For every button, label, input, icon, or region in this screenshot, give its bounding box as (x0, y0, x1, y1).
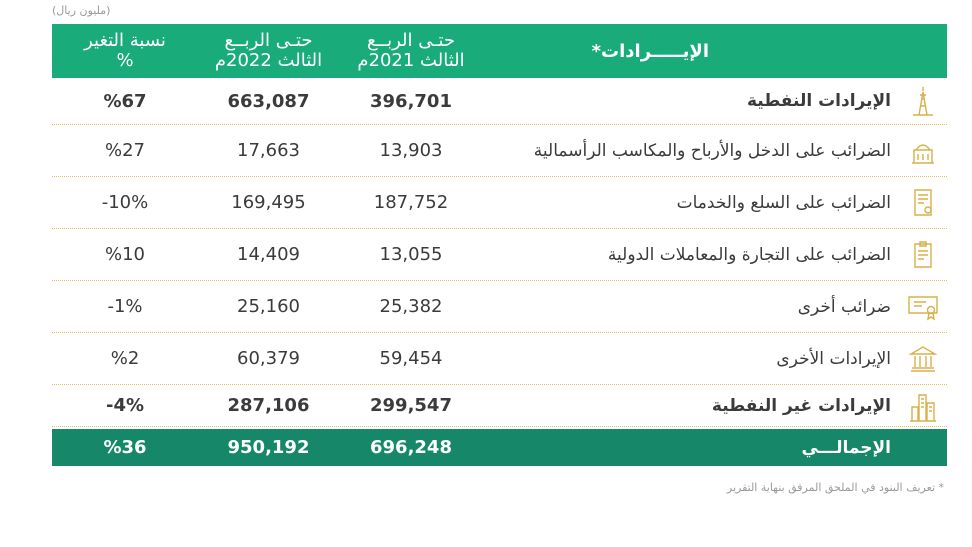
value-pct: %2 (110, 348, 140, 369)
value-pct: -1% (107, 296, 143, 317)
header-icon-spacer (899, 24, 947, 78)
row-label: الإيرادات الأخرى (776, 348, 891, 369)
bank-icon (899, 333, 947, 384)
document-icon (899, 177, 947, 228)
total-2022: 950,192 (227, 437, 310, 458)
value-2021: 13,055 (379, 244, 443, 265)
footnote: * تعريف البنود في الملحق المرفق بنهاية التقرير (726, 481, 944, 494)
value-pct: %67 (103, 90, 147, 112)
table-row (52, 229, 947, 281)
table-row (52, 78, 947, 125)
table-row (52, 177, 947, 229)
value-2021: 59,454 (379, 348, 443, 369)
row-label: ضرائب أخرى (797, 296, 891, 317)
value-2022: 17,663 (237, 140, 300, 161)
city-icon (899, 385, 947, 426)
header-pct (54, 31, 196, 71)
value-2021: 396,701 (370, 90, 452, 112)
total-icon-spacer (899, 429, 947, 466)
value-2021: 13,903 (379, 140, 443, 161)
header-2021 (341, 31, 481, 71)
value-2021: 25,382 (379, 296, 443, 317)
value-2021: 187,752 (373, 192, 449, 213)
clipboard-icon (899, 229, 947, 280)
table-row (52, 333, 947, 385)
value-2022: 25,160 (237, 296, 300, 317)
row-label: الضرائب على الدخل والأرباح والمكاسب الرأسمالية (533, 140, 891, 161)
header-2021-line1: حتـى الربــع (366, 30, 456, 51)
row-label: الضرائب على التجارة والمعاملات الدولية (607, 244, 891, 265)
header-revenues: الإيـــــرادات* (591, 40, 709, 62)
total-pct: %36 (103, 437, 147, 458)
table-row (52, 385, 947, 427)
header-2021-line2: الثالث 2021م (357, 50, 465, 71)
value-pct: -10% (101, 192, 149, 213)
value-2022: 663,087 (227, 90, 310, 112)
building-icon (899, 125, 947, 176)
value-2021: 299,547 (370, 395, 452, 416)
table-header (52, 24, 947, 78)
table-row (52, 125, 947, 177)
total-label: الإجمالـــي (801, 437, 891, 458)
value-2022: 287,106 (227, 395, 310, 416)
table-row (52, 281, 947, 333)
value-2022: 169,495 (231, 192, 306, 213)
row-label: الضرائب على السلع والخدمات (676, 192, 891, 213)
value-pct: %27 (104, 140, 145, 161)
certificate-icon (899, 281, 947, 332)
header-2022-line1: حتـى الربــع (224, 30, 313, 51)
oil-rig-icon (899, 78, 947, 124)
header-pct-line2: % (116, 50, 134, 71)
total-row (52, 429, 947, 466)
row-label: الإيرادات غير النفطية (711, 395, 891, 416)
unit-note: (مليون ريال) (52, 4, 111, 17)
total-2021: 696,248 (370, 437, 452, 458)
value-pct: -4% (105, 395, 145, 416)
row-label: الإيرادات النفطية (746, 91, 891, 111)
header-2022 (196, 31, 341, 71)
header-pct-line1: نسبة التغير (84, 30, 166, 51)
value-2022: 14,409 (237, 244, 300, 265)
value-pct: %10 (104, 244, 145, 265)
value-2022: 60,379 (237, 348, 300, 369)
header-2022-line2: الثالث 2022م (214, 50, 323, 71)
revenue-table (52, 24, 947, 466)
